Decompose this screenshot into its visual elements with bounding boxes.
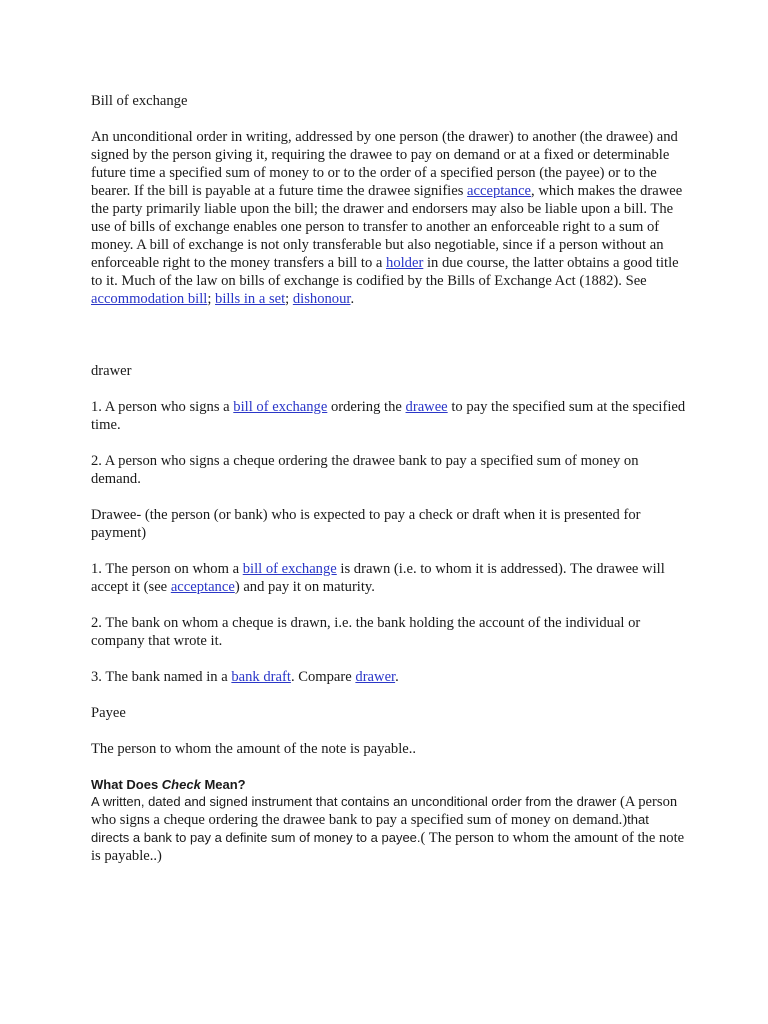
- acceptance-link[interactable]: acceptance: [467, 183, 532, 199]
- separator: ;: [285, 291, 293, 307]
- drawer-heading: drawer: [91, 363, 132, 379]
- text: ) and pay it on maturity.: [234, 579, 375, 595]
- bill-of-exchange-link[interactable]: bill of exchange: [233, 399, 328, 415]
- drawer-item-2: 2. A person who signs a cheque ordering the drawee bank to pay a specified sum of money on demand.: [91, 453, 639, 487]
- payee-heading: Payee: [91, 705, 126, 721]
- accommodation-bill-link[interactable]: accommodation bill: [91, 291, 208, 307]
- text: to pay the specified sum at the specified time.: [91, 399, 686, 433]
- text: 3. The bank named in a: [91, 669, 232, 685]
- payee-definition: The person to whom the amount of the note is payable..: [91, 741, 417, 757]
- text: 1. A person who signs a: [91, 399, 234, 415]
- text: .: [395, 669, 399, 685]
- separator: ;: [207, 291, 216, 307]
- drawee-item-1: [91, 560, 688, 596]
- bill-of-exchange-link[interactable]: bill of exchange: [242, 561, 337, 577]
- dishonour-link[interactable]: dishonour: [292, 291, 351, 307]
- text: What Does: [91, 777, 162, 792]
- text: (A person who signs a cheque ordering the drawee bank to pay a specified sum of money on demand.): [91, 794, 678, 828]
- text: A written, dated and signed instrument that contains an unconditional order from the drawer: [91, 794, 617, 809]
- drawer-item-1: [91, 398, 688, 434]
- drawee-heading: Drawee- (the person (or bank) who is expected to pay a check or draft when it is presented for payment): [91, 507, 641, 541]
- drawee-link[interactable]: drawee: [405, 399, 448, 415]
- bill-text-3: in due course, the latter obtains a good title to it. Much of the law on bills of exchange is codified by the Bills of Exchange Act (1882). See: [91, 255, 679, 289]
- check-definition: [91, 793, 688, 865]
- drawee-item-2: 2. The bank on whom a cheque is drawn, i.e. the bank holding the account of the individual or company that wrote it.: [91, 615, 641, 649]
- bill-text-1: An unconditional order in writing, addressed by one person (the drawer) to another (the drawee) and signed by the person giving it, requiring the drawee to pay on demand or at a fixed or determinable future time a specified sum of money to or to the order of a specified person (the payee) or to the bearer. If the bill is payable at a future time the drawee signifies: [91, 129, 678, 199]
- bill-text-2: , which makes the drawee the party primarily liable upon the bill; the drawer and endorsers may also be liable upon a bill. The use of bills of exchange enables one person to transfer to another an enforceable right to a sum of money. A bill of exchange is not only transferable but also negotiable, since if a person without an enforceable right to the money transfers a bill to a: [91, 183, 683, 271]
- bills-in-a-set-link[interactable]: bills in a set: [215, 291, 286, 307]
- text: Mean?: [200, 777, 246, 792]
- text: is drawn (i.e. to whom it is addressed). The drawee will accept it (see: [91, 561, 665, 595]
- text: ( The person to whom the amount of the note is payable..): [91, 830, 685, 864]
- check-term: Check: [161, 777, 201, 792]
- text: that directs a bank to pay a definite sum of money to a payee.: [91, 812, 649, 845]
- period: .: [350, 291, 355, 307]
- check-heading: [91, 776, 688, 793]
- bill-definition: [91, 128, 688, 308]
- bill-heading: Bill of exchange: [91, 93, 188, 109]
- text: . Compare: [290, 669, 356, 685]
- text: 1. The person on whom a: [91, 561, 243, 577]
- drawee-item-3: [91, 668, 688, 686]
- holder-link[interactable]: holder: [386, 255, 424, 271]
- drawer-link[interactable]: drawer: [355, 669, 396, 685]
- acceptance-link[interactable]: acceptance: [170, 579, 235, 595]
- text: ordering the: [327, 399, 406, 415]
- bank-draft-link[interactable]: bank draft: [231, 669, 291, 685]
